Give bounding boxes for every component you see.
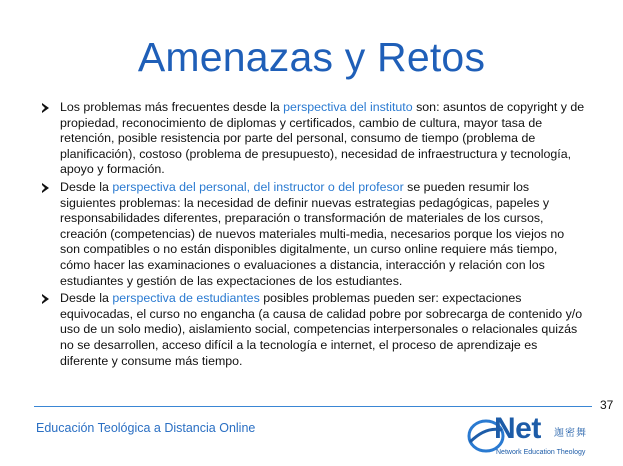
bullet-text-post: posibles problemas pueden ser: expectaciones equivocadas, el curso no engancha (a causa de calidad pobre por sobrecarga de contenido y/o uso de un solo medio), aislamiento social, competencias interpersonales o relacionales quizás no se desarrollen, acceso difícil a la tecnología e internet, el proceso de aprendizaje es diferente y consume más tiempo. xyxy=(60,291,583,368)
bullet-text-pre: Desde la xyxy=(60,291,113,306)
bullet-text-post: son: asuntos de copyright y de propiedad, reconocimiento de diplomas y certificados, cambio de cultura, mayor tasa de retención, posible resistencia por parte del personal, consumo de tiempo (problema de planificación), costoso (problema de presupuesto), necesidad de infraestructura y tecnología, apoyo y formación. xyxy=(60,100,585,177)
arrow-bullet-icon xyxy=(42,294,49,304)
net-logo xyxy=(466,412,616,462)
footer-divider xyxy=(34,406,592,407)
footer-title: Educación Teológica a Distancia Online xyxy=(36,421,256,435)
bullet-list xyxy=(42,100,587,371)
bullet-highlight: perspectiva de estudiantes xyxy=(112,291,260,306)
bullet-highlight: perspectiva del personal, del instructor o del profesor xyxy=(112,179,404,194)
bullet-text-pre: Desde la xyxy=(60,179,113,194)
logo-chinese-chars: 迦密舞 xyxy=(554,428,587,439)
bullet-text-pre: Los problemas más frecuentes desde la xyxy=(60,100,284,114)
arrow-bullet-icon xyxy=(42,103,49,113)
arrow-bullet-icon xyxy=(42,183,49,193)
slide-title: Amenazas y Retos xyxy=(137,34,486,80)
page-number: 37 xyxy=(600,398,614,412)
logo-word: Net xyxy=(494,412,541,445)
bullet-item xyxy=(42,291,587,369)
bullet-text-post: se pueden resumir los siguientes problemas: la necesidad de definir nuevas estrategias pedagógicas, papeles y responsabilidades diferentes, preparación o transformación de materiales de los cursos, creación (competencias) de nuevos materiales multi-media, necesarios porque los viejos no son compatibles o no están disponibles digitalmente, un curso online requiere más tiempo, cómo hacer las examinaciones o evaluaciones a distancia, interacción y relación con los estudiantes y gestión de las expectaciones de los estudiantes. xyxy=(60,179,565,288)
bullet-highlight: perspectiva del instituto xyxy=(283,100,413,114)
logo-subtitle: Network Education Theology xyxy=(496,449,586,456)
bullet-item xyxy=(42,100,587,178)
bullet-item xyxy=(42,180,587,289)
